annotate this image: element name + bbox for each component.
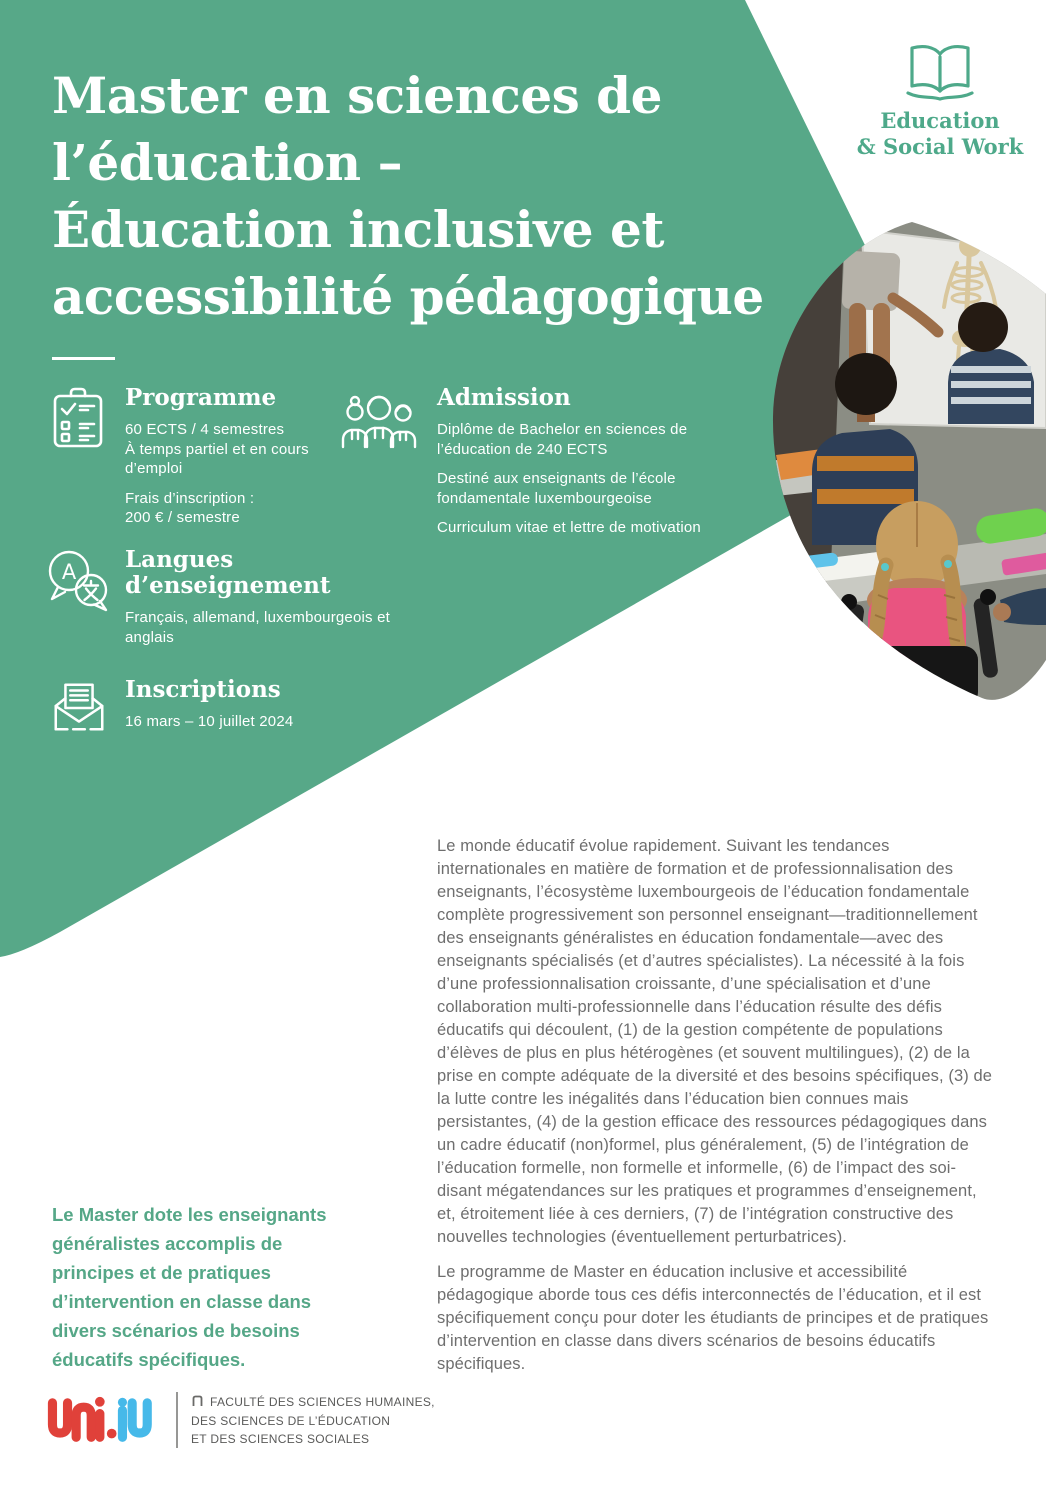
langues-item-1: Français, allemand, luxembourgeois et anglais — [125, 609, 391, 646]
section-inscriptions — [125, 677, 425, 742]
title-line-1: Master en sciences de — [52, 66, 662, 125]
programme-fees — [125, 489, 343, 528]
translation-bubbles-icon — [45, 548, 111, 612]
inscriptions-dates: 16 mars – 10 juillet 2024 — [125, 713, 294, 730]
title-line-3: Éducation inclusive et — [52, 200, 664, 259]
section-admission — [437, 385, 742, 548]
brand-logo — [856, 40, 1024, 160]
people-group-icon — [340, 393, 418, 449]
brand-name-line2: & Social Work — [856, 134, 1024, 159]
programme-duration — [125, 420, 343, 479]
faculty-bracket-icon — [191, 1394, 204, 1407]
page-title — [52, 62, 832, 330]
open-envelope-icon — [48, 678, 110, 736]
open-book-icon — [902, 40, 978, 108]
body-paragraph-1: Le monde éducatif évolue rapidement. Suivant les tendances internationales en matière de formation et de professionnalisation des enseignants, l’écosystème luxembourgeois de l’éducation fondamentale complète progressivement son personnel enseignant—traditionnellement des enseignants généralistes en éducation fondamentale—avec des enseignants spécialisés (et d’autres spécialistes). La nécessité à la fois d’une professionnalisation croissante, d’une spécialisation et d’une collaboration multi-professionnelle dans l’éducation résulte des défis éducatifs qui découlent, (1) de la gestion compétente de populations d’élèves de plus en plus hétérogènes (et souvent multilingues), (2) de la prise en compte adéquate de la diversité et des besoins spécifiques, (3) de la lutte contre les inégalités dans l’éducation bien connues mais persistantes, (4) de la gestion efficace des ressources pédagogiques dans un cadre éducatif (non)formel, plus généralement, (5) de l’intégration de l’éducation formelle, non formelle et informelle, (6) de l’impact des soi-disant mégatendances sur les pratiques et programmes d’enseignement, et, étroitement liée à ces derniers, (7) de l’intégration constructive des nouvelles technologies (éventuellement perturbatrices). — [437, 837, 993, 1246]
admission-item-3: Curriculum vitae et lettre de motivation — [437, 519, 701, 536]
title-underline — [52, 357, 115, 360]
footer-divider — [176, 1392, 178, 1448]
admission-item-2: Destiné aux enseignants de l’école fondamentale luxembourgeoise — [437, 470, 676, 507]
section-langues — [125, 547, 437, 657]
section-programme — [125, 385, 343, 538]
programme-mode: À temps partiel et en cours d’emploi — [125, 440, 309, 477]
cjk-character-strokes — [84, 581, 98, 600]
langues-title: Langues d’enseignement — [125, 546, 331, 599]
faculty-block — [191, 1393, 451, 1449]
faculty-name-3: ET DES SCIENCES SOCIALES — [191, 1432, 370, 1446]
faculty-line-1 — [191, 1393, 451, 1412]
admission-item-1: Diplôme de Bachelor en sciences de l’éducation de 240 ECTS — [437, 421, 688, 458]
body-text-column — [437, 835, 997, 1388]
faculty-name-2: DES SCIENCES DE L’ÉDUCATION — [191, 1413, 391, 1428]
admission-title: Admission — [437, 384, 571, 411]
clipboard-checklist-icon — [48, 386, 108, 450]
inscriptions-title: Inscriptions — [125, 676, 281, 703]
brand-name-line1: Education — [880, 108, 1000, 133]
title-line-2: l’éducation – — [52, 133, 403, 192]
letter-a-glyph: A — [61, 560, 77, 584]
faculty-name-1: FACULTÉ DES SCIENCES HUMAINES, — [210, 1395, 435, 1409]
title-line-4: accessibilité pédagogique — [52, 267, 764, 326]
uni-lu-logo — [46, 1396, 158, 1442]
programme-fees-label: Frais d’inscription : — [125, 489, 255, 507]
body-paragraph-2: Le programme de Master en éducation inclusive et accessibilité pédagogique aborde tous ces défis interconnectés de l’éducation, et il est spécifiquement conçu pour doter les étudiants de principes et de pratiques d’intervention en classe dans divers scénarios de besoins éducatifs spécifiques. — [437, 1263, 989, 1373]
programme-title: Programme — [125, 384, 277, 411]
wheelchair-backrest — [856, 646, 978, 706]
programme-fees-value: 200 € / semestre — [125, 509, 240, 526]
programme-ects: 60 ECTS / 4 semestres — [125, 421, 285, 438]
pull-quote: Le Master dote les enseignants généralistes accomplis de principes et de pratiques d’intervention en classe dans divers scénarios de besoins éducatifs spécifiques. — [52, 1204, 327, 1370]
